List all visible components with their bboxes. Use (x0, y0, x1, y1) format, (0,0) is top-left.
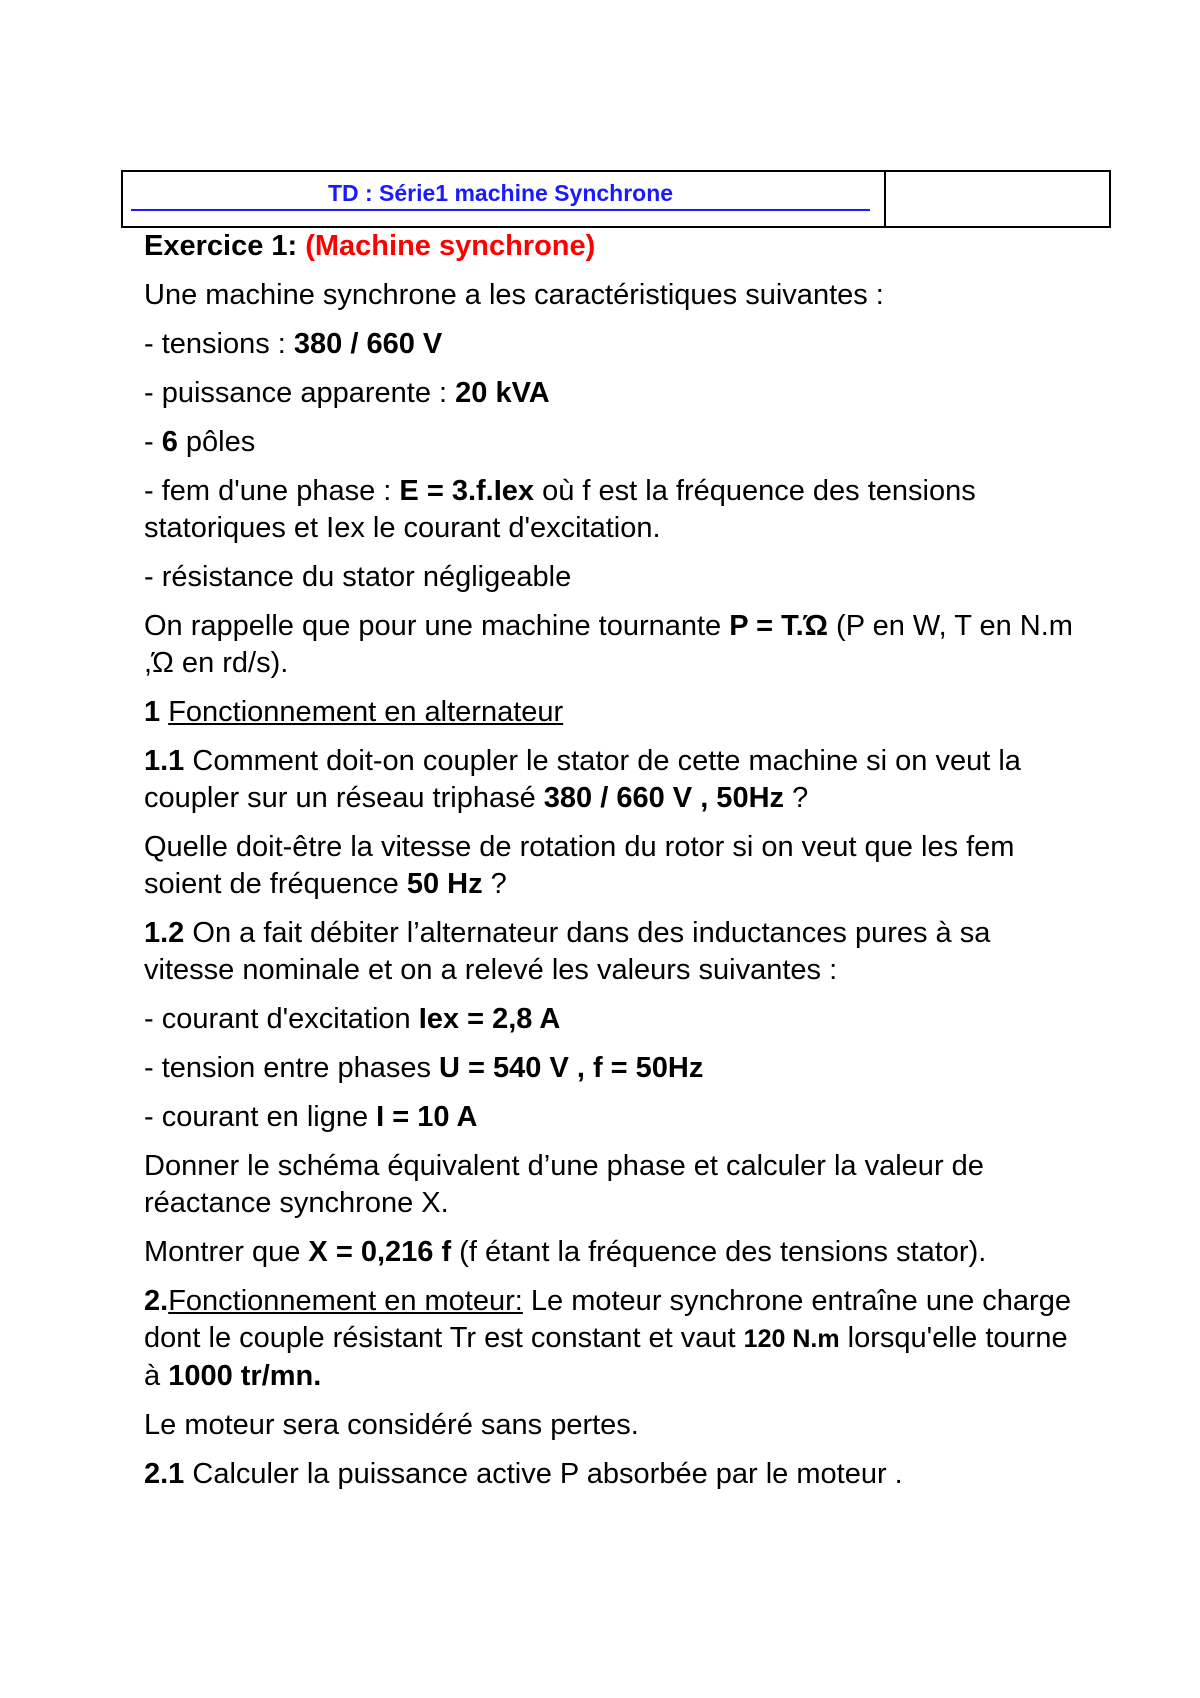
header-title-cell (123, 172, 886, 226)
measure-excitation-current: - courant d'excitation Iex = 2,8 A (144, 1003, 561, 1035)
question-1-1: 1.1 Comment doit-on coupler le stator de cette machine si on veut la coupler sur un réseau triphasé 380 / 660 V , 50Hz ? (144, 745, 1021, 814)
question-1-2: 1.2 On a fait débiter l’alternateur dans des inductances pures à sa vitesse nominale et on a relevé les valeurs suivantes : (144, 917, 991, 986)
exercise-intro: Une machine synchrone a les caractéristiques suivantes : (144, 279, 884, 311)
exercise-heading (144, 228, 1074, 265)
part2-intro: 2.Fonctionnement en moteur: Le moteur synchrone entraîne une charge dont le couple résistant Tr est constant et vaut 120 N.m lorsqu'elle tourne à 1000 tr/mn. (144, 1285, 1071, 1392)
header-table (121, 170, 1111, 228)
spec-emf: - fem d'une phase : E = 3.f.Iex où f est la fréquence des tensions statoriques et Iex le courant d'excitation. (144, 475, 976, 544)
spec-stator-resistance: - résistance du stator négligeable (144, 561, 572, 593)
measure-line-voltage: - tension entre phases U = 540 V , f = 50Hz (144, 1052, 704, 1084)
document-title: TD : Série1 machine Synchrone (131, 178, 870, 211)
spec-apparent-power: - puissance apparente : 20 kVA (144, 377, 550, 409)
question-equivalent-schema: Donner le schéma équivalent d’une phase et calculer la valeur de réactance synchrone X. (144, 1150, 984, 1219)
no-loss-assumption: Le moteur sera considéré sans pertes. (144, 1409, 639, 1441)
exercise-subtitle: (Machine synchrone) (305, 230, 596, 262)
exercise-label: Exercice 1: (144, 230, 298, 262)
question-show-reactance: Montrer que X = 0,216 f (f étant la fréquence des tensions stator). (144, 1236, 987, 1268)
header-empty-cell (886, 172, 1109, 226)
measure-line-current: - courant en ligne I = 10 A (144, 1101, 478, 1133)
spec-voltages: - tensions : 380 / 660 V (144, 328, 443, 360)
question-2-1: 2.1 Calculer la puissance active P absorbée par le moteur . (144, 1458, 903, 1490)
question-1-1-speed: Quelle doit-être la vitesse de rotation du rotor si on veut que les fem soient de fréquence 50 Hz ? (144, 831, 1015, 900)
power-reminder: On rappelle que pour une machine tournante P = T.Ώ (P en W, T en N.m ,Ώ en rd/s). (144, 610, 1073, 679)
part1-heading: 1 Fonctionnement en alternateur (144, 696, 564, 728)
document-body (144, 228, 1074, 1505)
spec-poles: - 6 pôles (144, 426, 256, 458)
